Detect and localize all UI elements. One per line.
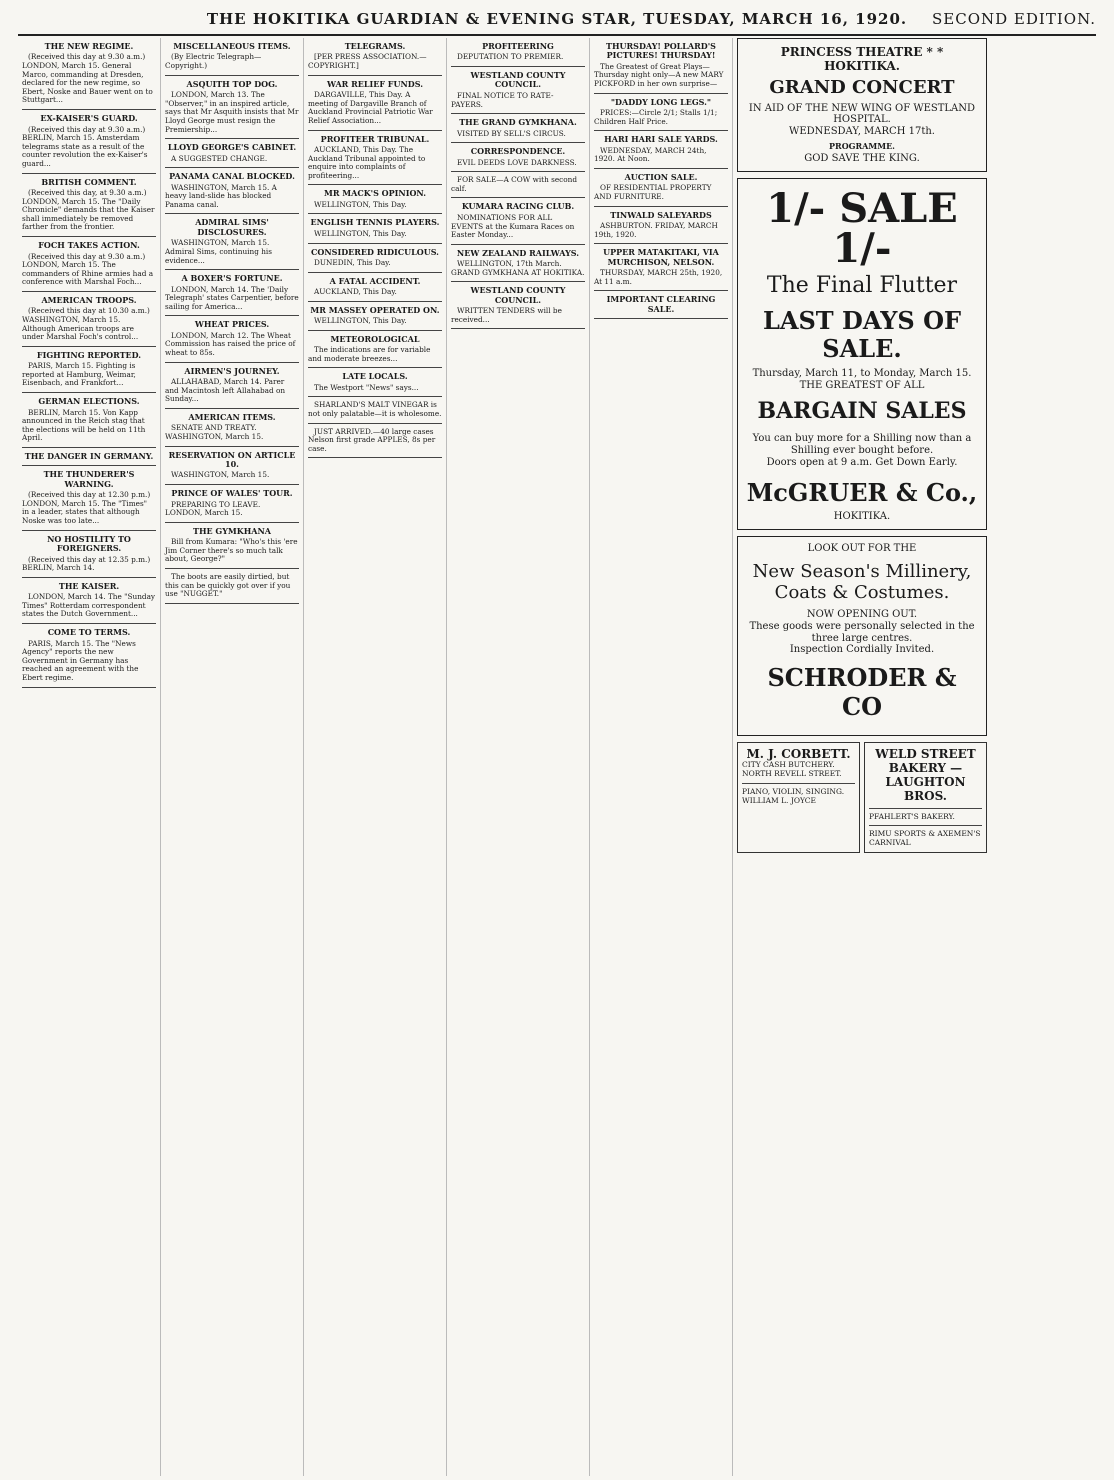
- article-title: RESERVATION ON ARTICLE 10.: [168, 449, 296, 470]
- divider: [165, 269, 299, 270]
- article-title: THE THUNDERER'S WARNING.: [43, 469, 135, 489]
- article-title: FOCH TAKES ACTION.: [38, 240, 140, 251]
- article-text: THURSDAY, MARCH 25th, 1920, At 11 a.m.: [594, 268, 723, 286]
- masthead-edition-right: SECOND EDITION.: [932, 10, 1096, 28]
- article-title: THE NEW REGIME.: [44, 41, 134, 51]
- article-title: THE KAISER.: [58, 580, 120, 591]
- divider: [308, 213, 442, 214]
- article-text: WASHINGTON, March 15.: [171, 470, 270, 480]
- article-title: AMERICAN ITEMS.: [188, 411, 276, 422]
- article-title: WESTLAND COUNTY COUNCIL.: [470, 70, 566, 90]
- article-text: FINAL NOTICE TO RATE-PAYERS.: [451, 90, 554, 109]
- divider: [22, 623, 156, 624]
- article-title: KUMARA RACING CLUB.: [461, 201, 575, 212]
- divider: [165, 138, 299, 139]
- divider: [594, 130, 728, 131]
- divider: [22, 173, 156, 174]
- article-text: (By Electric Telegraph—Copyright.): [165, 52, 262, 71]
- divider: [308, 130, 442, 131]
- divider: [22, 577, 156, 578]
- small-ads: [737, 742, 987, 853]
- doors-open: Doors open at 9 a.m. Get Down Early.: [766, 456, 958, 468]
- article-title: EX-KAISER'S GUARD.: [40, 113, 138, 124]
- article-text: WELLINGTON, This Day.: [314, 228, 407, 238]
- mcgruer-name: McGRUER & Co.,: [746, 477, 978, 507]
- article-title: AMERICAN TROOPS.: [41, 294, 137, 305]
- article-text: (Received this day at 12.35 p.m.) BERLIN, March 14.: [22, 554, 151, 573]
- article-title: PANAMA CANAL BLOCKED.: [169, 171, 295, 182]
- article-text: (Received this day at 12.30 p.m.) LONDON, March 15. The "Times" in a leader, states that although Noske was too late...: [22, 490, 151, 526]
- article-title: FIGHTING REPORTED.: [36, 349, 142, 360]
- article-title: WESTLAND COUNTY COUNCIL.: [470, 285, 566, 305]
- divider: [451, 197, 585, 198]
- corbett-ad: [737, 742, 860, 853]
- article-text: WELLINGTON, 17th March. GRAND GYMKHANA AT HOKITIKA.: [451, 259, 585, 277]
- divider: [451, 281, 585, 282]
- article-title: THURSDAY! POLLARD'S PICTURES! THURSDAY!: [606, 41, 716, 61]
- article-title: MR MACK'S OPINION.: [323, 188, 427, 199]
- divider: [594, 93, 728, 94]
- article-title: PROFITEERING: [482, 41, 554, 51]
- article-title: A FATAL ACCIDENT.: [329, 275, 421, 286]
- weld-name: WELD STREET BAKERY — LAUGHTON BROS.: [875, 746, 976, 804]
- article-text: WRITTEN TENDERS will be received...: [451, 306, 562, 324]
- article-title: AIRMEN'S JOURNEY.: [184, 365, 280, 376]
- bargain-text: You can buy more for a Shilling now than a Shilling ever bought before.: [752, 433, 972, 457]
- schroder-ad: [737, 536, 987, 736]
- sale-dates: Thursday, March 11, to Monday, March 15.: [752, 367, 972, 379]
- divider: [165, 568, 299, 569]
- divider: [594, 318, 728, 319]
- article-text: The Greatest of Great Plays—Thursday night only—A new MARY PICKFORD in her own surprise—: [594, 61, 724, 89]
- concert-sub: IN AID OF THE NEW WING OF WESTLAND HOSPITAL.: [748, 102, 976, 126]
- article-title: COME TO TERMS.: [47, 627, 131, 638]
- article-text: (Received this day at 10.30 a.m.) WASHINGTON, March 15. Although American troops are under Marshal Foch's control...: [22, 306, 150, 342]
- divider: [22, 530, 156, 531]
- divider: [165, 522, 299, 523]
- article-title: HARI HARI SALE YARDS.: [604, 134, 718, 145]
- greatest-label: THE GREATEST OF ALL: [799, 379, 925, 391]
- divider: [165, 408, 299, 409]
- article-title: LATE LOCALS.: [342, 371, 408, 382]
- divider: [308, 243, 442, 244]
- divider: [308, 75, 442, 76]
- article-title: CONSIDERED RIDICULOUS.: [311, 246, 439, 257]
- masthead: [18, 4, 1096, 36]
- article-title: WHEAT PRICES.: [194, 319, 270, 330]
- article-text: PARIS, March 15. The "News Agency" reports the new Government in Germany has reached an agreement with the Ebert regime.: [22, 638, 139, 682]
- article-text: LONDON, March 14. The 'Daily Telegraph' states Carpentier, before sailing for America...: [165, 284, 299, 311]
- article-text: AUCKLAND, This Day.: [314, 286, 397, 296]
- bargain-heading: BARGAIN SALES: [757, 398, 967, 425]
- pfahlert: PFAHLERT'S BAKERY.: [869, 811, 955, 821]
- joyce: PIANO, VIOLIN, SINGING. WILLIAM L. JOYCE: [742, 786, 845, 805]
- column-1: [18, 38, 161, 1476]
- article-text: PRICES:—Circle 2/1; Stalls 1/1; Children Half Price.: [594, 108, 718, 126]
- weld-ad: [864, 742, 987, 853]
- article-title: WAR RELIEF FUNDS.: [327, 78, 423, 89]
- grand-concert-ad: [737, 38, 987, 172]
- article-title: MR MASSEY OPERATED ON.: [310, 304, 440, 315]
- divider: [594, 290, 728, 291]
- divider: [308, 272, 442, 273]
- article-text: ASHBURTON. FRIDAY, MARCH 19th, 1920.: [594, 221, 718, 239]
- divider: [165, 213, 299, 214]
- article-text: BERLIN, March 15. Von Kapp announced in the Reich stag that the elections will be held on 11th April.: [22, 407, 146, 443]
- divider: [165, 167, 299, 168]
- article-title: CORRESPONDENCE.: [470, 146, 566, 157]
- article-text: The indications are for variable and moderate breezes...: [308, 345, 431, 363]
- article-title: TINWALD SALEYARDS: [610, 209, 712, 220]
- article-title: MISCELLANEOUS ITEMS.: [173, 41, 291, 51]
- divider: [308, 457, 442, 458]
- article-text: AUCKLAND, This Day. The Auckland Tribunal appointed to enquire into complaints of profiteering...: [308, 144, 426, 180]
- sale-heading: 1/- SALE 1/-: [766, 185, 958, 273]
- article-text: VISITED BY SELL'S CIRCUS.: [457, 128, 566, 138]
- article-text: LONDON, March 12. The Wheat Commission has raised the price of wheat to 85s.: [165, 330, 296, 358]
- final-flutter: The Final Flutter: [766, 273, 958, 299]
- article-text: DEPUTATION TO PREMIER.: [457, 52, 564, 62]
- divider: [165, 362, 299, 363]
- right-ads: [733, 38, 991, 1476]
- divider: [165, 446, 299, 447]
- article-title: THE DANGER IN GERMANY.: [24, 450, 154, 461]
- divider: [308, 184, 442, 185]
- article-text: PARIS, March 15. Fighting is reported at Hamburg, Weimar, Eisenbach, and Frankfort...: [22, 361, 136, 388]
- corbett-sub: CITY CASH BUTCHERY. NORTH REVELL STREET.: [742, 760, 842, 778]
- article-text: WASHINGTON, March 15. Admiral Sims, continuing his evidence...: [165, 238, 272, 265]
- article-title: PROFITEER TRIBUNAL.: [320, 133, 430, 144]
- article-text: A SUGGESTED CHANGE.: [171, 153, 268, 163]
- article-text: DARGAVILLE, This Day. A meeting of Dargaville Branch of Auckland Provincial Patriotic War Relief Association...: [308, 90, 433, 125]
- divider: [451, 66, 585, 67]
- article-text: LONDON, March 14. The "Sunday Times" Rotterdam correspondent states the Dutch Government...: [22, 592, 156, 619]
- divider: [22, 346, 156, 347]
- divider: [22, 447, 156, 448]
- article-text: SHARLAND'S MALT VINEGAR is not only palatable—it is wholesome.: [308, 400, 442, 418]
- schroder-name: SCHRODER & CO: [767, 663, 957, 721]
- article-text: The boots are easily dirtied, but this can be quickly got over if you use "NUGGET.": [165, 572, 291, 599]
- article-title: NO HOSTILITY TO FOREIGNERS.: [47, 533, 131, 554]
- article-title: BRITISH COMMENT.: [41, 176, 137, 187]
- article-title: IMPORTANT CLEARING SALE.: [606, 294, 716, 314]
- divider: [22, 465, 156, 466]
- divider: [451, 328, 585, 329]
- divider: [22, 291, 156, 292]
- divider: [451, 142, 585, 143]
- article-text: [PER PRESS ASSOCIATION.—COPYRIGHT.]: [308, 52, 427, 71]
- article-title: UPPER MATAKITAKI, VIA MURCHISON, NELSON.: [603, 247, 719, 267]
- article-text: WELLINGTON, This Day.: [314, 316, 407, 326]
- opening: NOW OPENING OUT.: [806, 609, 918, 621]
- selected: These goods were personally selected in the three large centres.: [749, 620, 975, 644]
- concert-title: GRAND CONCERT: [769, 77, 955, 99]
- divider: [451, 113, 585, 114]
- article-text: (Received this day at 9.30 a.m.) LONDON, March 15. The commanders of Rhine armies had a conference with Marshal Foch...: [22, 251, 154, 287]
- article-text: LONDON, March 13. The "Observer," in an inspired article, says that Mr Asquith insists that Mr Lloyd George must resign the Premiership...: [165, 90, 299, 134]
- article-title: ASQUITH TOP DOG.: [186, 78, 278, 89]
- article-text: (Received this day at 9.30 a.m.) LONDON, March 15. General Marco, commanding at Dresden, declared for the new regime, so Ebert, Noske and Bauer went on to Stuttgart...: [22, 52, 153, 105]
- article-title: AUCTION SALE.: [624, 172, 698, 183]
- god-save: GOD SAVE THE KING.: [804, 153, 920, 165]
- divider: [451, 244, 585, 245]
- lookout-label: LOOK OUT FOR THE: [807, 542, 917, 554]
- divider: [165, 315, 299, 316]
- divider: [308, 301, 442, 302]
- article-title: TELEGRAMS.: [344, 41, 406, 51]
- divider: [308, 330, 442, 331]
- divider: [22, 392, 156, 393]
- article-title: NEW ZEALAND RAILWAYS.: [456, 247, 580, 258]
- divider: [165, 75, 299, 76]
- mcgruer-town: HOKITIKA.: [833, 511, 891, 522]
- article-title: LLOYD GEORGE'S CABINET.: [167, 142, 297, 153]
- divider: [308, 367, 442, 368]
- divider: [308, 423, 442, 424]
- column-5: [590, 38, 733, 1476]
- article-text: WASHINGTON, March 15. A heavy land-slide has blocked Panama canal.: [165, 182, 277, 209]
- article-text: WEDNESDAY, MARCH 24th, 1920. At Noon.: [594, 145, 707, 164]
- article-text: FOR SALE—A COW with second calf.: [451, 175, 578, 193]
- article-title: THE GYMKHANA: [192, 525, 272, 536]
- new-season: New Season's Millinery, Coats & Costumes.: [752, 560, 972, 603]
- divider: [594, 206, 728, 207]
- article-text: JUST ARRIVED.—40 large cases Nelson first grade APPLES, 8s per case.: [308, 426, 436, 453]
- article-title: THE GRAND GYMKHANA.: [459, 117, 577, 128]
- article-title: ADMIRAL SIMS' DISCLOSURES.: [195, 217, 269, 237]
- article-text: OF RESIDENTIAL PROPERTY AND FURNITURE.: [594, 183, 712, 202]
- masthead-title: THE HOKITIKA GUARDIAN & EVENING STAR, TUESDAY, MARCH 16, 1920.: [206, 10, 908, 28]
- column-2: [161, 38, 304, 1476]
- programme-heading: PROGRAMME.: [829, 140, 895, 151]
- article-title: A BOXER'S FORTUNE.: [181, 273, 283, 284]
- article-title: "DADDY LONG LEGS.": [610, 96, 712, 107]
- theatre-heading: PRINCESS THEATRE * * HOKITIKA.: [780, 45, 944, 74]
- article-title: GERMAN ELECTIONS.: [38, 396, 140, 407]
- article-text: ALLAHABAD, March 14. Parer and Macintosh left Allahabad on Sunday...: [165, 377, 286, 404]
- article-text: DUNEDIN, This Day.: [314, 257, 391, 267]
- divider: [22, 236, 156, 237]
- rimu: RIMU SPORTS & AXEMEN'S CARNIVAL: [869, 829, 981, 848]
- article-text: (Received this day, at 9.30 a.m.) LONDON, March 15. The "Daily Chronicle" demands that the Kaiser shall immediately be removed farther from the frontier.: [22, 188, 155, 232]
- inspection: Inspection Cordially Invited.: [789, 644, 935, 656]
- article-text: Bill from Kumara: "Who's this 'ere Jim Corner there's so much talk about, George?": [165, 537, 298, 564]
- column-3: [304, 38, 447, 1476]
- corbett-name: M. J. CORBETT.: [746, 746, 851, 761]
- article-text: NOMINATIONS FOR ALL EVENTS at the Kumara Races on Easter Monday...: [451, 212, 575, 240]
- article-text: (Received this day at 9.30 a.m.) BERLIN, March 15. Amsterdam telegrams state as a result of the counter revolution the ex-Kaiser's guard...: [22, 124, 148, 168]
- article-title: METEOROLOGICAL: [330, 333, 420, 344]
- article-text: SENATE AND TREATY. WASHINGTON, March 15.: [165, 423, 264, 441]
- column-4: [447, 38, 590, 1476]
- divider: [594, 168, 728, 169]
- last-days: LAST DAYS OF SALE.: [762, 306, 962, 364]
- divider: [22, 687, 156, 688]
- article-title: ENGLISH TENNIS PLAYERS.: [310, 217, 440, 228]
- divider: [22, 109, 156, 110]
- columns: [18, 38, 1096, 1476]
- divider: [165, 603, 299, 604]
- divider: [451, 171, 585, 172]
- divider: [165, 484, 299, 485]
- article-text: WELLINGTON, This Day.: [314, 199, 407, 209]
- divider: [308, 396, 442, 397]
- concert-dates: WEDNESDAY, MARCH 17th.: [789, 126, 935, 138]
- sale-ad: [737, 178, 987, 530]
- article-title: PRINCE OF WALES' TOUR.: [171, 488, 293, 499]
- article-text: The Westport "News" says...: [314, 382, 419, 392]
- divider: [594, 243, 728, 244]
- article-text: PREPARING TO LEAVE. LONDON, March 15.: [165, 499, 261, 518]
- article-text: EVIL DEEDS LOVE DARKNESS.: [457, 157, 577, 167]
